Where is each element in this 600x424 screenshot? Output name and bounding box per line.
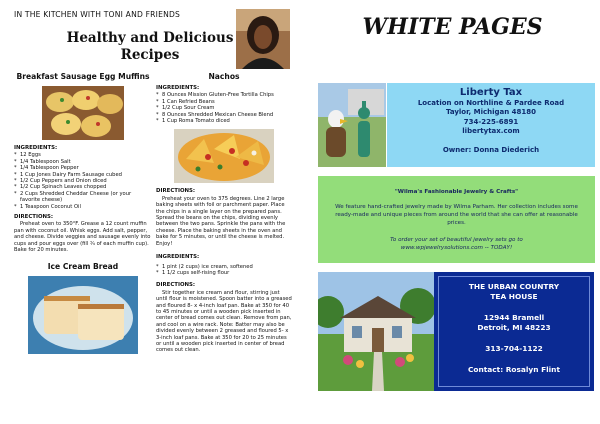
jewelry-body: We feature hand-crafted jewelry made by Wilma Parham. Her collection includes some ready-made and unique pieces from around the world that she can offer at reasonable prices. (335, 204, 578, 226)
urban-address2: Detroit, MI 48223 (477, 323, 551, 332)
ice-cream-directions-label: DIRECTIONS: (156, 282, 196, 289)
list-item: * 8 Ounces Shredded Mexican Cheese Blend (156, 112, 292, 118)
column-right (156, 72, 292, 354)
list-item: * 8 Ounces Mission Gluten-Free Tortilla Chips (156, 92, 292, 98)
nachos-ingredient-list (156, 92, 292, 124)
breakfast-directions-label: DIRECTIONS: (14, 214, 54, 221)
author-portrait (236, 9, 290, 69)
liberty-tax-name: Liberty Tax (459, 87, 523, 98)
ice-cream-bread-photo (28, 276, 138, 354)
list-item: * 1 Cup Roma Tomato diced (156, 118, 292, 124)
urban-country-ad (434, 272, 594, 391)
jewelry-cta[interactable]: To order your set of beautiful jewelry sets go to www.wpjewelrysolutions.com -- TODAY! (390, 237, 523, 251)
list-item: * 1 1/2 cups self-rising flour (156, 270, 292, 276)
liberty-tax-location: Location on Northline & Pardee Road (417, 99, 565, 107)
liberty-tax-city: Taylor, Michigan 48180 (445, 108, 537, 117)
liberty-tax-ad (387, 83, 595, 167)
liberty-tax-mascots-photo (318, 83, 386, 167)
urban-name-line2: TEA HOUSE (490, 292, 538, 301)
list-item: * 1/4 Tablespoon Pepper (14, 165, 152, 171)
breakfast-title: Breakfast Sausage Egg Muffins (16, 72, 150, 81)
urban-name-line1: THE URBAN COUNTRY (468, 282, 560, 291)
list-item: * 1/2 Cup Sour Cream (156, 105, 292, 111)
liberty-tax-phone: 734-225-6891 (463, 117, 519, 126)
list-item: * 1 Cup Jones Dairy Farm Sausage cubed (14, 172, 152, 178)
urban-contact: Contact: Rosalyn Flint (468, 365, 560, 374)
list-item: * 1 Can Refried Beans (156, 99, 292, 105)
list-item: * 1/4 Tablespoon Salt (14, 159, 152, 165)
ad-border (438, 276, 590, 387)
nachos-directions: Preheat your oven to 375 degrees. Line 2 large baking sheets with foil or parchment paper. Place the chips in a single layer on the prepared pans. Spread the beans on the chips, dividing evenly between the two pans. Sprinkle the pans with the cheese. Place the baking sheets in the oven and bake for 5 minutes, or until the cheese is melted. Enjoy! (156, 195, 286, 247)
ice-cream-ingredients-label: INGREDIENTS: (156, 254, 200, 261)
list-item: * 1/2 Cup Spinach Leaves chopped (14, 184, 152, 190)
nachos-photo (174, 129, 274, 183)
list-item: * 1 Teaspoon Coconut Oil (14, 204, 152, 210)
liberty-tax-owner: Owner: Donna Diederich (442, 145, 540, 154)
nachos-title: Nachos (208, 72, 240, 81)
ice-cream-directions: Stir together ice cream and flour, stirring just until flour is moistened. Spoon batter into a greased and floured 8- x 4-inch loaf pan. Bake at 350 for 40 to 45 minutes or until a wooden pick inserted in center of bread comes out clean. Remove from pan, and cool on a wire rack. Note: Batter may also be divided evenly between 2 greased and floured 5- x 3-inch loaf pans. Bake at 350 for 20 to 25 minutes or until a wooden pick inserted in center of bread comes out clean. (156, 289, 292, 354)
breakfast-directions: Preheat oven to 350°F. Grease a 12 count muffin pan with coconut oil. Whisk eggs. Add salt, pepper, and cheese. Divide veggies and sausage evenly into cups and pour eggs over (fill ¾ of each muffin cup). Bake for 20 minutes. (14, 221, 151, 254)
nachos-directions-label: DIRECTIONS: (156, 188, 196, 195)
jewelry-heading: "Wilma's Fashionable Jewelry & Crafts" (394, 189, 519, 195)
liberty-tax-website[interactable]: libertytax.com (462, 127, 520, 136)
nachos-ingredients-label: INGREDIENTS: (156, 85, 200, 91)
list-item: * 1 pint (2 cups) ice cream, softened (156, 264, 292, 270)
urban-phone: 313-704-1122 (485, 344, 543, 353)
white-pages-title: WHITE PAGES (362, 14, 543, 40)
section-kicker: IN THE KITCHEN WITH TONI AND FRIENDS (14, 10, 181, 19)
ice-cream-title: Ice Cream Bread (47, 261, 119, 271)
column-left (14, 72, 152, 359)
list-item: * 1/2 Cup Peppers and Onion diced (14, 178, 152, 184)
jewelry-ad (318, 176, 595, 263)
breakfast-ingredient-list (14, 152, 152, 210)
page-headline: Healthy and Delicious Recipes (66, 30, 234, 63)
list-item: * 2 Cups Shredded Cheddar Cheese (or your favorite cheese) (14, 191, 152, 204)
egg-muffins-photo (42, 86, 124, 140)
list-item: * 12 Eggs (14, 152, 152, 158)
ice-cream-ingredient-list (156, 264, 292, 277)
breakfast-ingredients-label: INGREDIENTS: (14, 145, 58, 151)
urban-address1: 12944 Bramell (483, 313, 545, 322)
tea-house-photo (318, 272, 434, 391)
